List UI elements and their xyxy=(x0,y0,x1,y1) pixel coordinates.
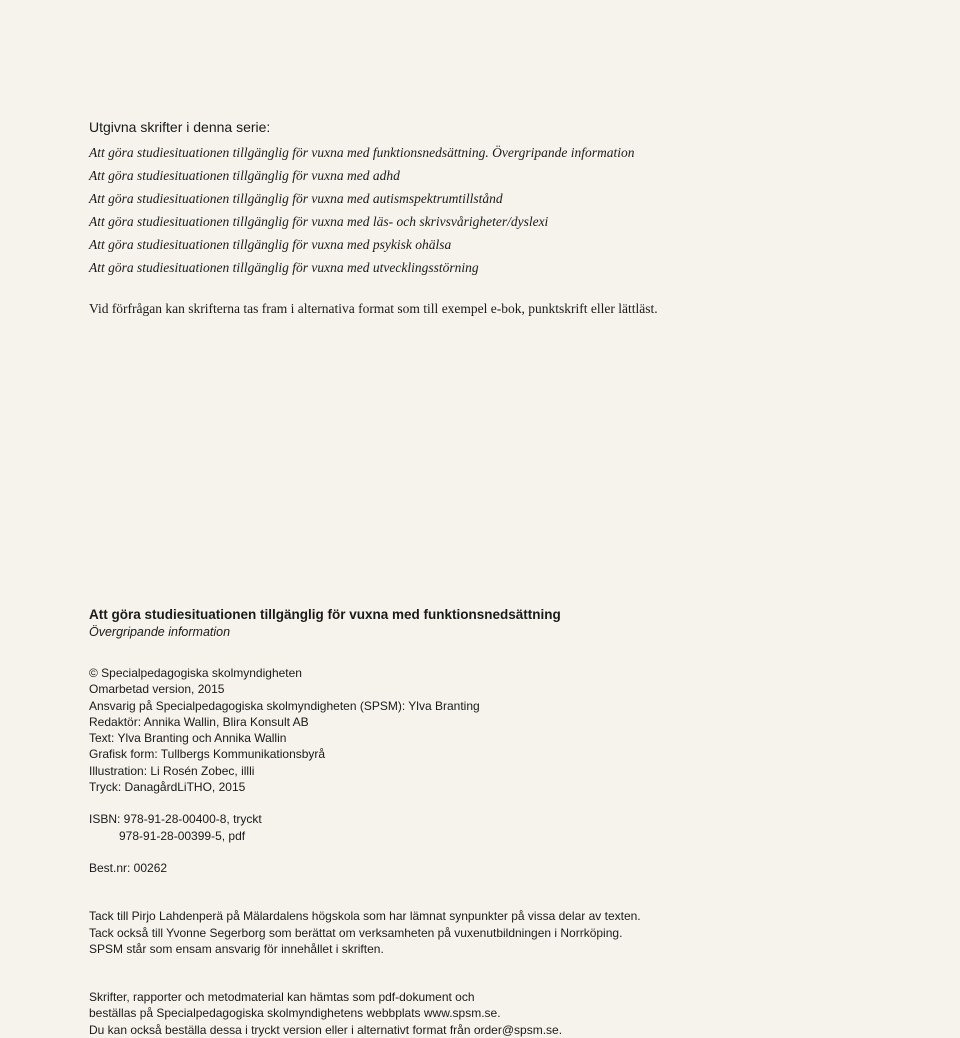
publication-title: Att göra studiesituationen tillgänglig för vuxna med funktionsnedsättning xyxy=(89,607,561,622)
series-item: Att göra studiesituationen tillgänglig för vuxna med läs- och skrivsvårigheter/dyslexi xyxy=(89,214,549,229)
series-item: Att göra studiesituationen tillgänglig för vuxna med autismspektrumtillstånd xyxy=(89,191,503,206)
credit-line: Omarbetad version, 2015 xyxy=(89,682,225,697)
credit-line: Tryck: DanagårdLiTHO, 2015 xyxy=(89,780,246,795)
credit-line: © Specialpedagogiska skolmyndigheten xyxy=(89,666,302,680)
alternative-formats-note: Vid förfrågan kan skrifterna tas fram i alternativa format som till exempel e-bok, punktskrift eller lättläst. xyxy=(89,301,658,316)
availability-line: Du kan också beställa dessa i tryckt version eller i alternativt format från order@spsm.se. xyxy=(89,1022,563,1037)
thanks-line: Tack också till Yvonne Segerborg som berättat om verksamheten på vuxenutbildningen i Norrköping. xyxy=(89,925,623,940)
isbn-pdf: 978-91-28-00399-5, pdf xyxy=(119,828,246,843)
credit-line: Illustration: Li Rosén Zobec, illli xyxy=(89,763,255,778)
order-number: Best.nr: 00262 xyxy=(89,860,168,875)
credit-line: Text: Ylva Branting och Annika Wallin xyxy=(89,731,287,746)
publication-subtitle: Övergripande information xyxy=(89,625,231,639)
series-item: Att göra studiesituationen tillgänglig för vuxna med adhd xyxy=(89,168,400,183)
thanks-line: Tack till Pirjo Lahdenperä på Mälardalens högskola som har lämnat synpunkter på vissa delar av texten. xyxy=(89,909,641,924)
series-item: Att göra studiesituationen tillgänglig för vuxna med funktionsnedsättning. Övergripande information xyxy=(89,145,635,160)
availability-line: Skrifter, rapporter och metodmaterial kan hämtas som pdf-dokument och xyxy=(89,990,475,1005)
credit-line: Redaktör: Annika Wallin, Blira Konsult AB xyxy=(89,714,309,729)
thanks-line: SPSM står som ensam ansvarig för innehållet i skriften. xyxy=(89,941,384,956)
isbn-print: ISBN: 978-91-28-00400-8, tryckt xyxy=(89,812,262,827)
series-heading: Utgivna skrifter i denna serie: xyxy=(89,119,271,135)
series-item: Att göra studiesituationen tillgänglig för vuxna med psykisk ohälsa xyxy=(89,237,452,252)
credit-line: Grafisk form: Tullbergs Kommunikationsbyrå xyxy=(89,747,326,762)
series-list xyxy=(89,118,634,279)
availability-line: beställas på Specialpedagogiska skolmyndighetens webbplats www.spsm.se. xyxy=(89,1006,501,1021)
colophon xyxy=(89,606,641,1038)
series-item: Att göra studiesituationen tillgänglig för vuxna med utvecklingsstörning xyxy=(89,260,479,275)
credit-line: Ansvarig på Specialpedagogiska skolmyndigheten (SPSM): Ylva Branting xyxy=(89,698,480,713)
